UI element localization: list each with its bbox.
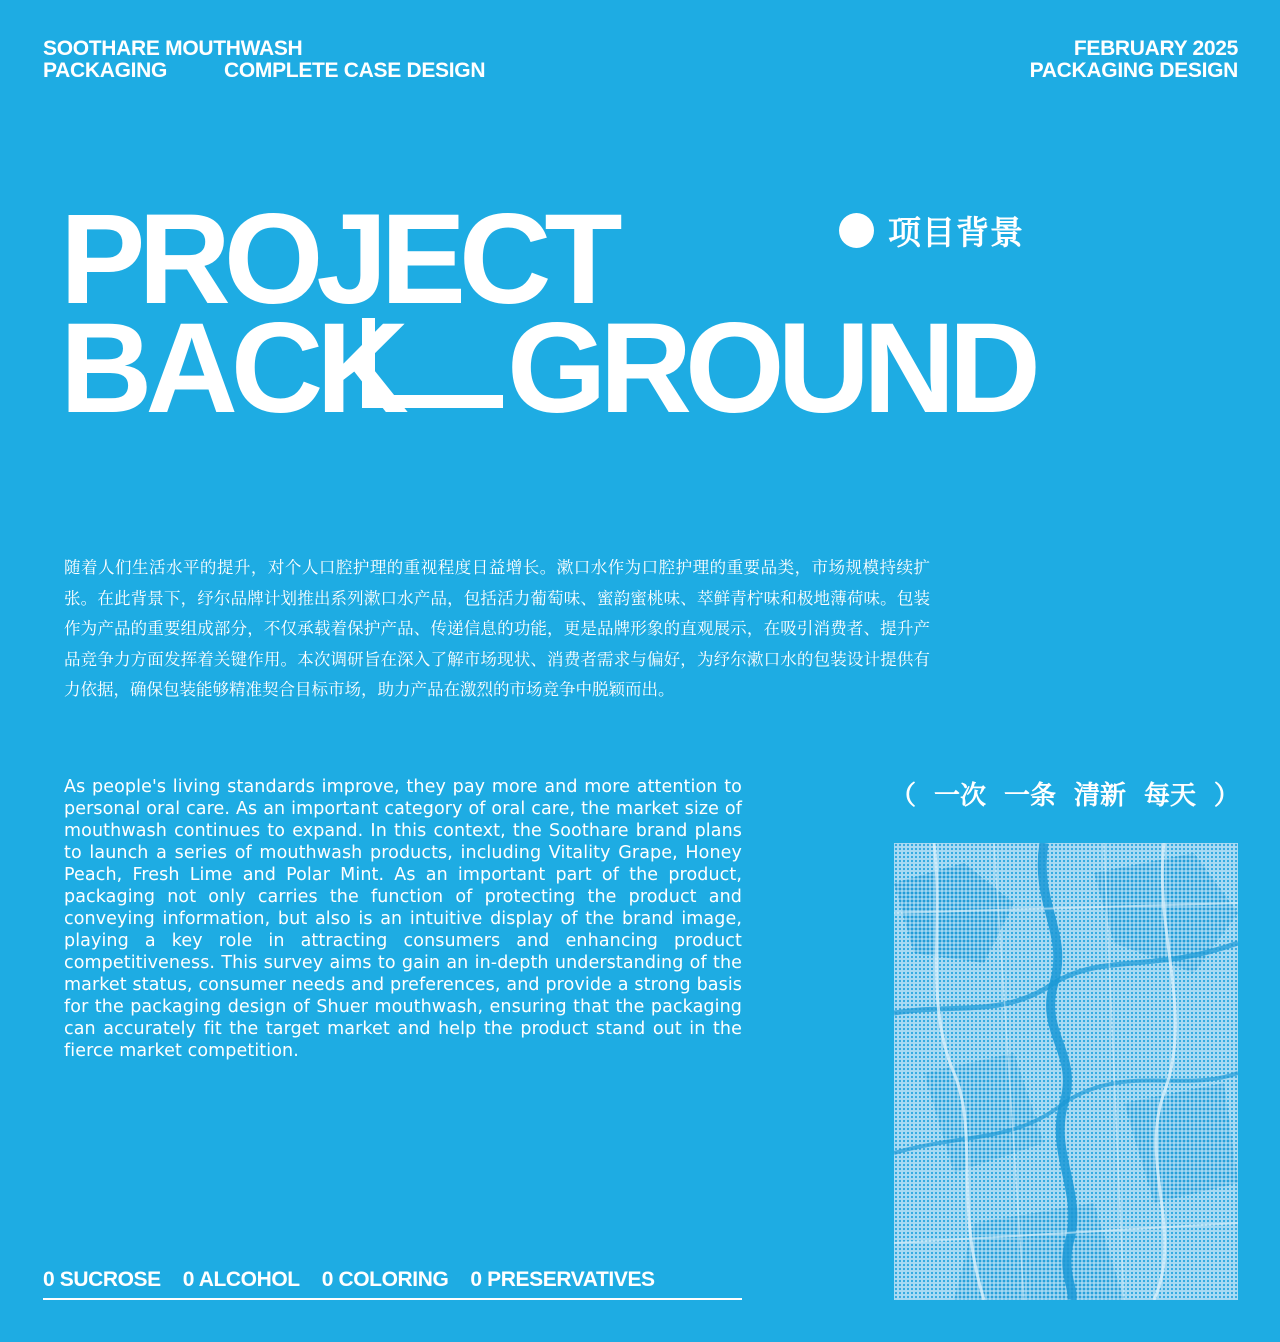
chinese-paragraph: 随着人们生活水平的提升，对个人口腔护理的重视程度日益增长。漱口水作为口腔护理的重要品类，市场规模持续扩张。在此背景下，纾尔品牌计划推出系列漱口水产品，包括活力葡萄味、蜜韵蜜桃味、萃鲜青柠味和极地薄荷味。包装作为产品的重要组成部分，不仅承载着保护产品、传递信息的功能，更是品牌形象的直观展示，在吸引消费者、提升产品竞争力方面发挥着关键作用。本次调研旨在深入了解市场现状、消费者需求与偏好，为纾尔漱口水的包装设计提供有力依据，确保包装能够精准契合目标市场，助力产品在激烈的市场竞争中脱颖而出。 [64,558,930,699]
tagline-item: 一次 [933,781,986,811]
feature-item: 0 PRESERVATIVES [470,1268,655,1291]
hero-title-ground: GROUND [507,297,1034,440]
tagline-item: 每天 [1143,781,1196,811]
tagline-item: 清新 [1073,781,1126,811]
header-right [1030,38,1238,82]
tagline-close-paren: ） [1213,781,1240,811]
english-paragraph: As people's living standards improve, they pay more and more attention to personal oral care. As an important category of oral care, the market size of mouthwash continues to expand. In this context, the Soothare brand plans to launch a series of mouthwash products, including Vitality Grape, Honey Peach, Fresh Lime and Polar Mint. As an important part of the product, packaging not only carries the function of protecting the product and conveying information, but also is an intuitive display of the brand image, playing a key role in attracting consumers and enhancing product competitiveness. This survey aims to gain an in-depth understanding of the market status, consumer needs and preferences, and provide a strong basis for the packaging design of Shuer mouthwash, ensuring that the packaging can accurately fit the target market and help the product stand out in the fierce market competition. [64,777,742,1061]
filled-circle-icon [839,213,874,248]
map-graphic [894,843,1238,1300]
hero-title-line1: PROJECT [60,188,616,331]
header-left [43,38,485,82]
tagline-item: 一条 [1003,781,1056,811]
section-label: 项目背景 [888,213,1024,252]
features-row [43,1268,655,1292]
tagline [890,775,1240,812]
header-project-title: SOOTHARE MOUTHWASH [43,37,303,60]
header-case-label: COMPLETE CASE DESIGN [224,59,486,82]
section-tag [839,207,1024,254]
underscore-bracket-graphic [362,318,503,408]
hero-title-back: BACK [60,297,402,440]
header-category: PACKAGING [43,59,168,82]
features-underline [43,1298,742,1300]
header-discipline: PACKAGING DESIGN [1029,59,1238,82]
feature-item: 0 COLORING [321,1268,449,1291]
header-date: FEBRUARY 2025 [1073,37,1238,60]
halftone-map-image [894,843,1238,1300]
feature-item: 0 SUCROSE [43,1268,161,1291]
header-subline [43,60,485,82]
feature-item: 0 ALCOHOL [182,1268,300,1291]
tagline-open-paren: （ [890,781,917,811]
